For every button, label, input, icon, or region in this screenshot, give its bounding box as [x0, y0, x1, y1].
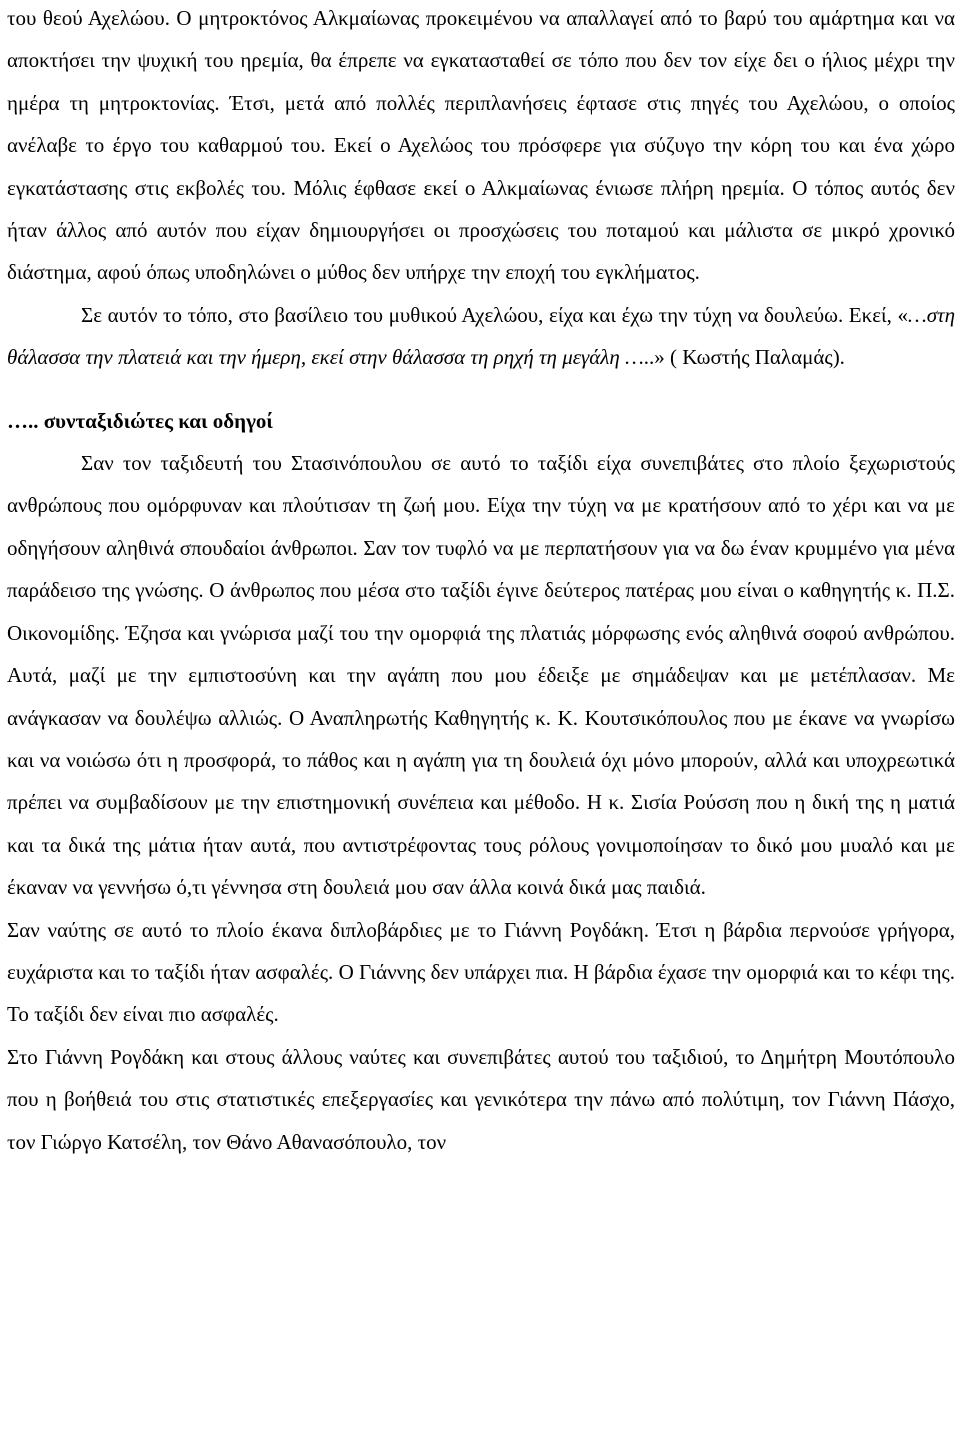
- paragraph-text: ..» ( Κωστής Παλαμάς).: [643, 345, 845, 370]
- paragraph-fellow-travellers: Σαν τον ταξιδευτή του Στασινόπουλου σε αυτό το ταξίδι είχα συνεπιβάτες στο πλοίο ξεχωριστούς ανθρώπους που ομόρφυναν και πλούτισαν τη ζωή μου. Είχα την τύχη να με κρατήσουν από το χέρι και να με οδηγήσουν αληθινά σπουδαίοι άνθρωποι. Σαν τον τυφλό να με περπατήσουν για να δω έναν κρυμμένο για μένα παράδεισο της γνώσης. Ο άνθρωπος που μέσα στο ταξίδι έγινε δεύτερος πατέρας μου είναι ο καθηγητής κ. Π.Σ. Οικονομίδης. Έζησα και γνώρισα μαζί του την ομορφιά της πλατιάς μόρφωσης ενός αληθινά σοφού ανθρώπου. Αυτά, μαζί με την εμπιστοσύνη και την αγάπη που μου έδειξε με σημάδεψαν και με μετέπλασαν. Με ανάγκασαν να δουλέψω αλλιώς. Ο Αναπληρωτής Καθηγητής κ. Κ. Κουτσικόπουλος που με έκανε να γνωρίσω και να νοιώσω ότι η προσφορά, το πάθος και η αγάπη για τη δουλειά όχι μόνο μπορούν, αλλά και υποχρεωτικά πρέπει να συμβαδίσουν με την επιστημονική συνέπεια και μέθοδο. Η κ. Σισία Ρούσση που η δική της η ματιά και τα δικά της μάτια ήταν αυτά, που αντιστρέφοντας τους ρόλους γονιμοποίησαν το δικό μου μυαλό και με έκαναν να γεννήσω ό,τι γέννησα στη δουλειά μου σαν άλλα κοινά δικά μας παιδιά.: [7, 451, 955, 900]
- paragraph-alkmaion-myth: του θεού Αχελώου. Ο μητροκτόνος Αλκμαίωνας προκειμένου να απαλλαγεί από το βαρύ του αμάρτημα και να αποκτήσει την ψυχική του ηρεμία, θα έπρεπε να εγκατασταθεί σε τόπο που δεν τον είχε δει ο ήλιος μέχρι την ημέρα τη μητροκτονίας. Έτσι, μετά από πολλές περιπλανήσεις έφτασε στις πηγές του Αχελώου, ο οποίος ανέλαβε το έργο του καθαρμού του. Εκεί ο Αχελώος του πρόσφερε για σύζυγο την κόρη του και ένα χώρο εγκατάστασης στις εκβολές του. Μόλις έφθασε εκεί ο Αλκμαίωνας ένιωσε πλήρη ηρεμία. Ο τόπος αυτός δεν ήταν άλλος από αυτόν που είχαν δημιουργήσει οι προσχώσεις του ποταμού και μάλιστα σε μικρό χρονικό διάστημα, αφού όπως υποδηλώνει ο μύθος δεν υπήρχε την εποχή του εγκλήματος.: [7, 6, 955, 285]
- paragraph-rogdakis: Σαν ναύτης σε αυτό το πλοίο έκανα διπλοβάρδιες με το Γιάννη Ρογδάκη. Έτσι η βάρδια περνούσε γρήγορα, ευχάριστα και το ταξίδι ήταν ασφαλές. Ο Γιάννης δεν υπάρχει πια. Η βάρδια έχασε την ομορφιά και το κέφι της. Το ταξίδι δεν είναι πιο ασφαλές.: [7, 917, 955, 1027]
- paragraph-acheloos-kingdom: [7, 294, 955, 379]
- palamas-quote: …στη θάλασσα την πλατειά και την ήμερη, εκεί στην θάλασσα τη ρηχή τη μεγάλη …: [7, 302, 955, 370]
- paragraph-acknowledgements: Στο Γιάννη Ρογδάκη και στους άλλους ναύτες και συνεπιβάτες αυτού του ταξιδιού, το Δημήτρη Μουτόπουλο που η βοήθειά του στις στατιστικές επεξεργασίες και γενικότερα την πάνω από πολύτιμη, τον Γιάννη Πάσχο, τον Γιώργο Κατσέλη, τον Θάνο Αθανασόπουλο, τον: [7, 1044, 955, 1154]
- paragraph-text: Σε αυτόν το τόπο, στο βασίλειο του μυθικού Αχελώου, είχα και έχω την τύχη να δουλεύω. Εκεί, «: [81, 302, 909, 327]
- document-page: [7, 0, 955, 1163]
- section-heading: ….. συνταξιδιώτες και οδηγοί: [7, 408, 273, 433]
